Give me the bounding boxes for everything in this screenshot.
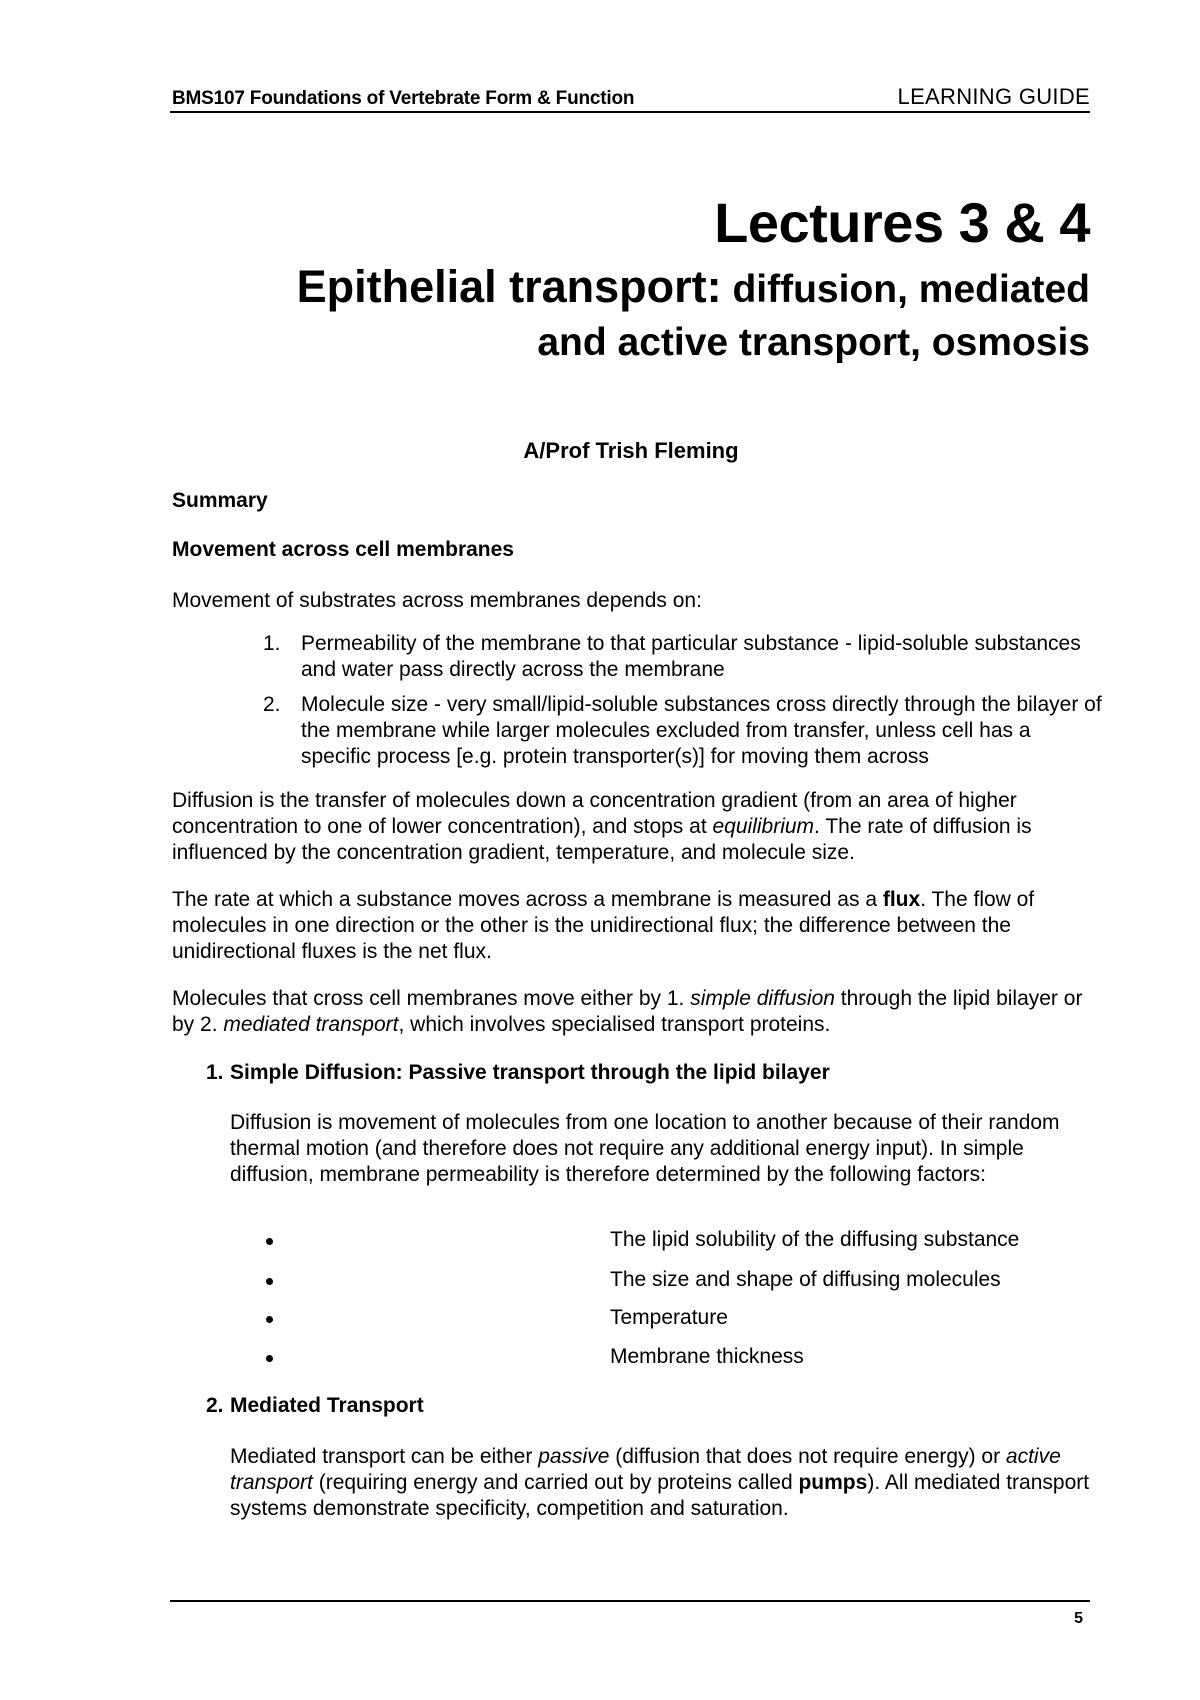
pumps-term: pumps [798, 1471, 868, 1494]
molecules-paragraph: Molecules that cross cell membranes move either by 1. simple diffusion through the lipid bilayer or by 2. mediated transport, which involves specialised transport proteins. [172, 987, 1083, 1036]
item-number: 1. [263, 632, 281, 655]
item-text: Molecule size - very small/lipid-soluble substances cross directly through the bilayer of the membrane while larger molecules excluded from transfer, unless cell has a specific process [e.g. protein transporter(s)] for moving them across [301, 693, 1102, 768]
numbered-item [263, 692, 1103, 770]
mediated-transport-term: mediated transport [223, 1013, 399, 1036]
lecture-title: Lectures 3 & 4 [714, 191, 1090, 254]
simple-diffusion-term: simple diffusion [690, 987, 835, 1010]
subsection-heading-simple-diffusion: 1. Simple Diffusion: Passive transport through the lipid bilayer [206, 1061, 830, 1084]
header-rule [170, 111, 1090, 113]
section-heading: Movement across cell membranes [172, 538, 514, 561]
passive-term: passive [538, 1445, 610, 1468]
mediated-transport-text: Mediated transport can be either passive (diffusion that does not require energy) or active transport (requiring energy and carried out by proteins called pumps). All mediated transport systems demonstrate specificity, competition and saturation. [230, 1445, 1090, 1520]
subtitle-line2: and active transport, osmosis [537, 321, 1090, 364]
factor-bullet: Temperature [262, 1306, 1112, 1332]
numbered-item [263, 631, 1103, 683]
lecture-subtitle [190, 260, 1090, 369]
item-number: 2. [263, 693, 281, 716]
header-learning-guide: LEARNING GUIDE [897, 84, 1090, 109]
subsection-heading-mediated-transport: 2. Mediated Transport [206, 1394, 424, 1417]
active-transport-term: active transport [230, 1445, 1061, 1494]
subtitle-rest: diffusion, mediated [721, 268, 1090, 311]
simple-diffusion-text: Diffusion is movement of molecules from one location to another because of their random thermal motion (and therefore does not require any additional energy input). In simple diffusion, membrane permeability is therefore determined by the following factors: [230, 1111, 1060, 1186]
factor-bullet: The lipid solubility of the diffusing substance [262, 1228, 1112, 1254]
subtitle-strong: Epithelial transport: [296, 261, 722, 312]
header-course: BMS107 Foundations of Vertebrate Form & Function [172, 88, 635, 109]
flux-term: flux [882, 888, 921, 911]
bullet-dot [266, 1238, 273, 1245]
bullet-dot [266, 1316, 273, 1323]
flux-paragraph: The rate at which a substance moves across a membrane is measured as a flux. The flow of molecules in one direction or the other is the unidirectional flux; the difference between the unidirectional fluxes is the net flux. [172, 888, 1035, 963]
intro-text: Movement of substrates across membranes depends on: [172, 589, 702, 612]
item-text: Permeability of the membrane to that particular substance - lipid-soluble substances and water pass directly across the membrane [301, 632, 1081, 681]
bullet-dot [266, 1355, 273, 1362]
factor-bullet: Membrane thickness [262, 1345, 1112, 1371]
author: A/Prof Trish Fleming [523, 438, 739, 463]
summary-heading: Summary [172, 489, 268, 512]
bullet-dot [266, 1278, 273, 1285]
equilibrium-term: equilibrium [712, 815, 815, 838]
diffusion-paragraph: Diffusion is the transfer of molecules down a concentration gradient (from an area of higher concentration to one of lower concentration), and stops at equilibrium. The rate of diffusion is influenced by the concentration gradient, temperature, and molecule size. [172, 789, 1032, 864]
footer-rule [170, 1600, 1090, 1602]
page-number: 5 [1074, 1610, 1083, 1627]
factor-bullet: The size and shape of diffusing molecules [262, 1268, 1112, 1294]
